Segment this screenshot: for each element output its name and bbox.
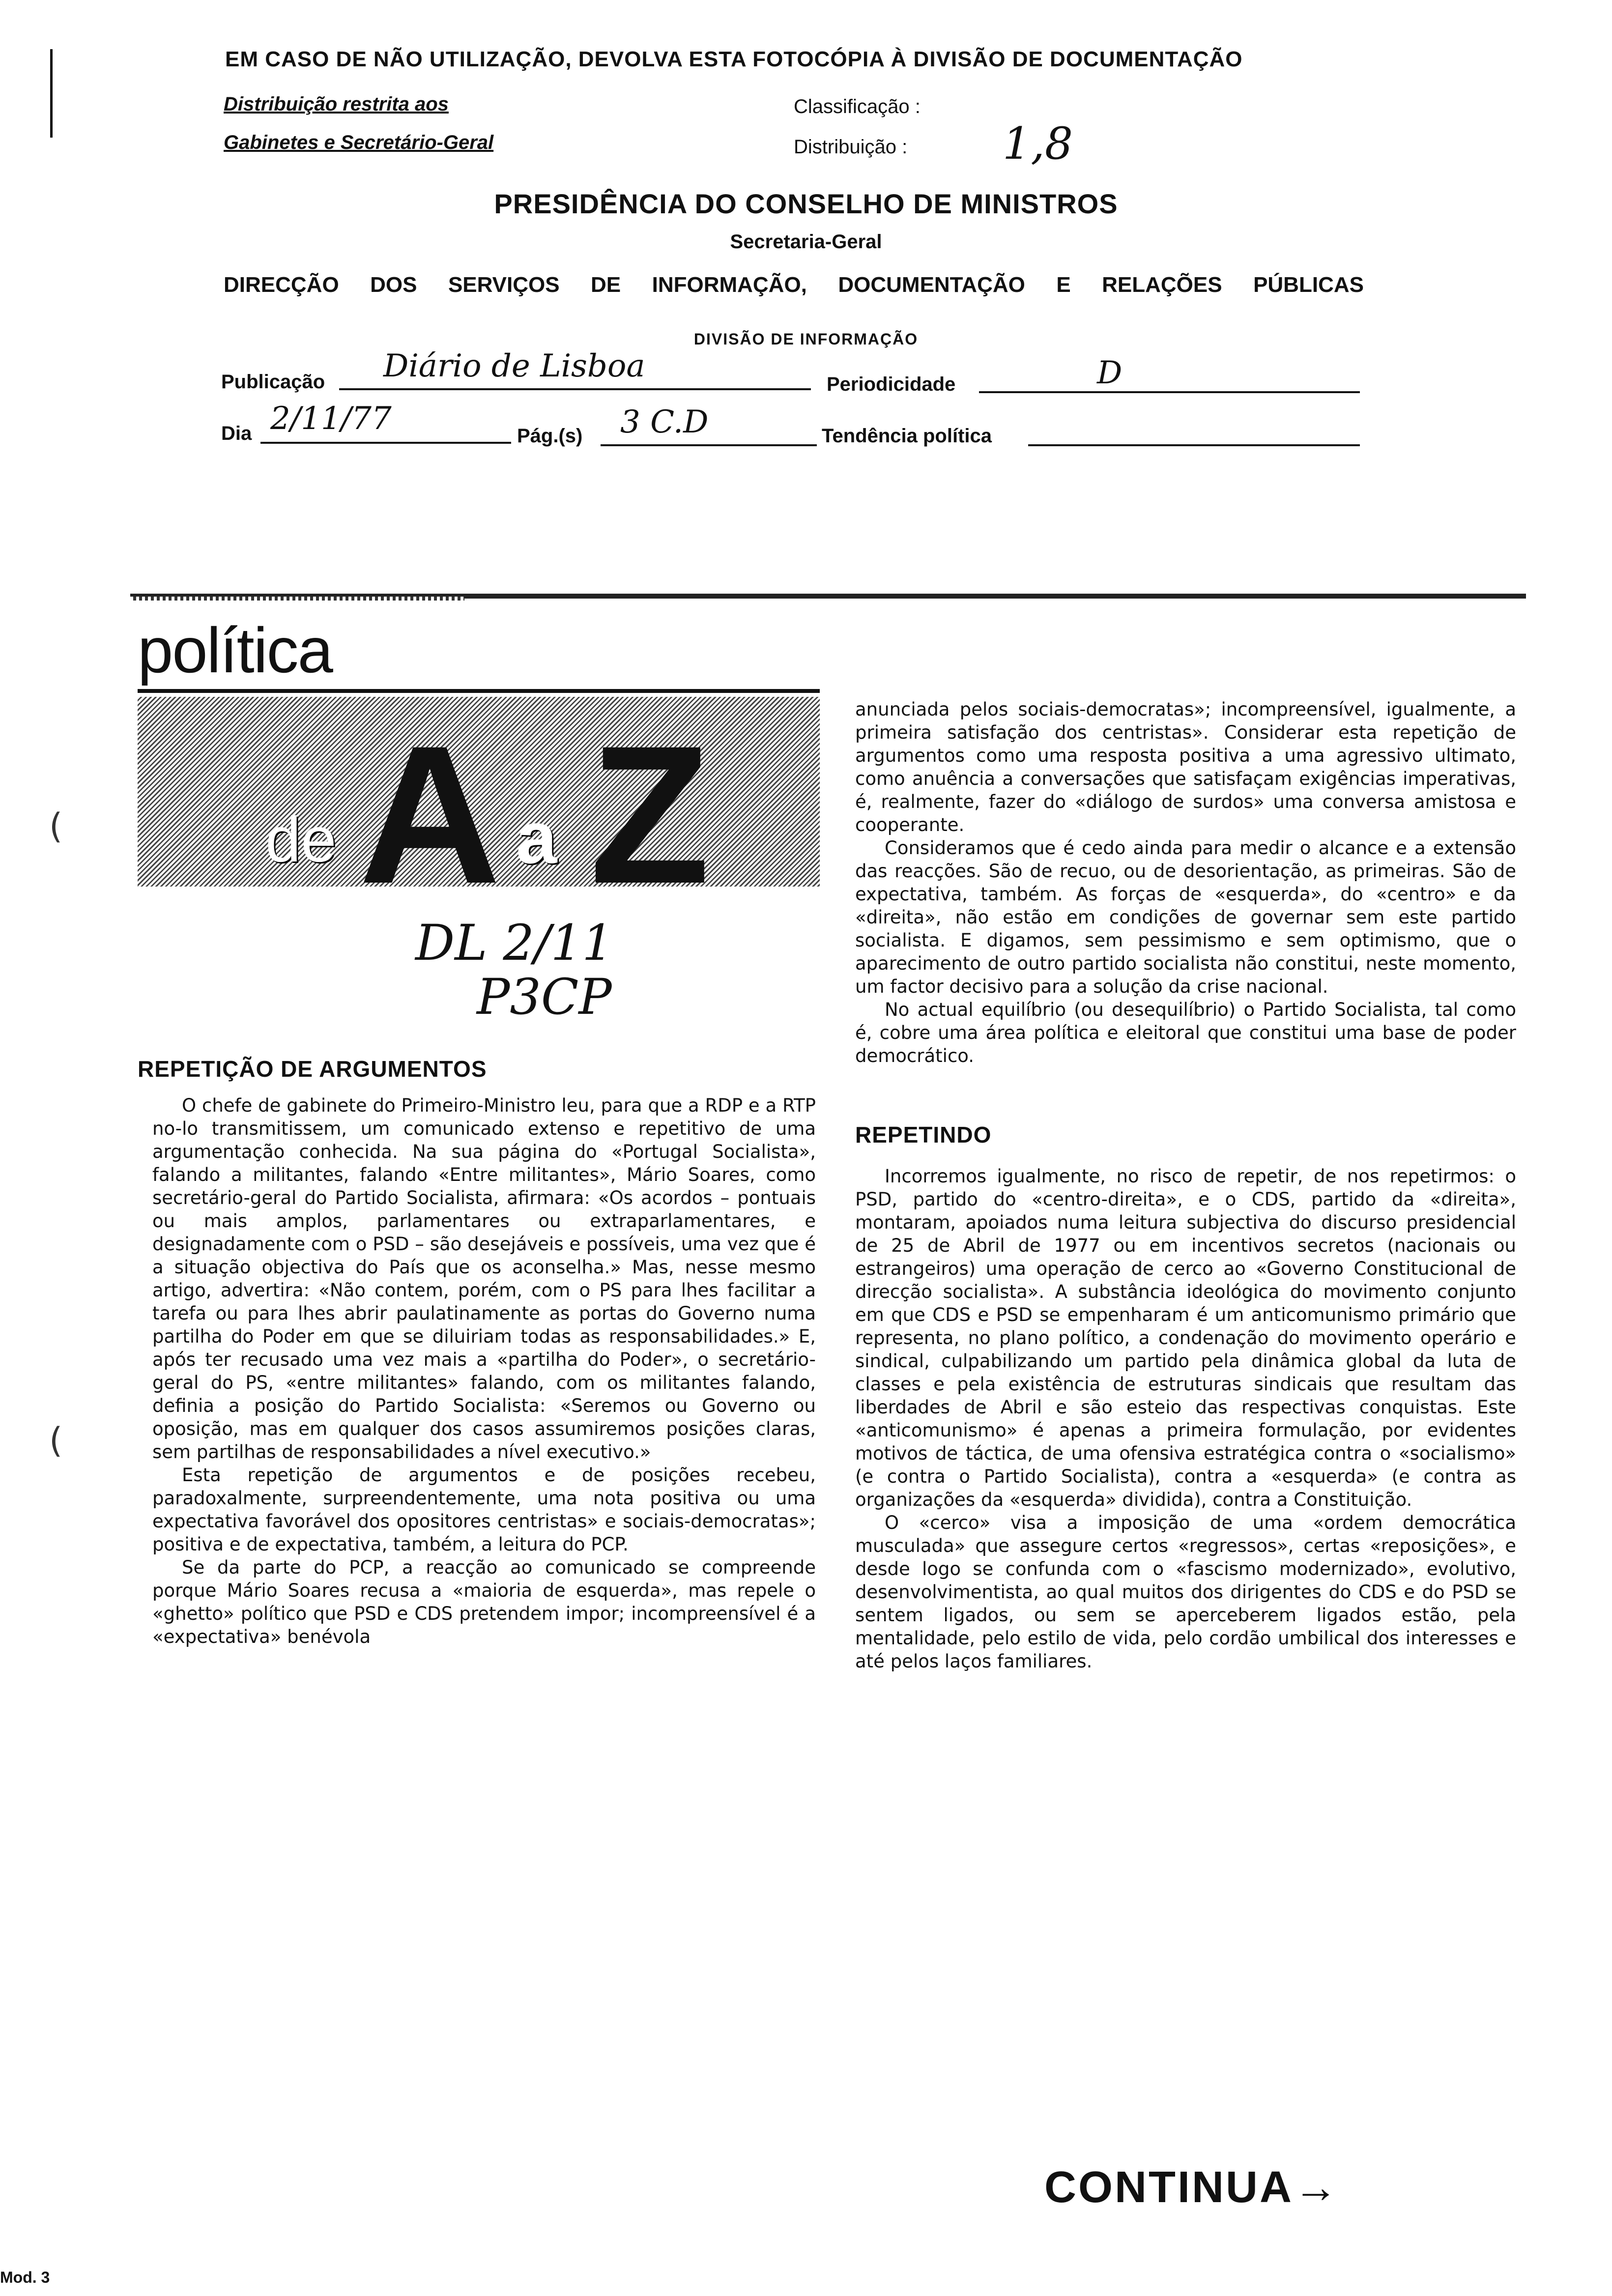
direction-word: E [1056, 273, 1071, 297]
paragraph: O «cerco» visa a imposição de uma «ordem democrática musculada» que assegure certos «regressos», certas «reposições», e desde logo se confunda com o «fascismo modernizado», evolutivo, desenvolvimentista, ao qual muitos dos dirigentes do CDS e do PSD se sentem ligados, ou sem se aperceberem ligados estão, pela mentalidade, pelo estilo de vida, pelo cordão umbilical dos interesses e até pelos laços familiares. [855, 1512, 1516, 1672]
form-model-number: Mod. 3 [0, 2268, 50, 2286]
restricted-distribution-line-1: Distribuição restrita aos [224, 93, 449, 115]
margin-line-mark [50, 49, 53, 138]
clipping-rule-dotted [130, 597, 464, 601]
direction-word: DIRECÇÃO [224, 273, 339, 297]
organization-title: PRESIDÊNCIA DO CONSELHO DE MINISTROS [494, 188, 1118, 219]
restricted-distribution-line-2: Gabinetes e Secretário-Geral [224, 132, 494, 153]
banner-de: de [265, 804, 337, 875]
paragraph: O chefe de gabinete do Primeiro-Ministro leu, para que a RDP e a RTP no-lo transmitissem, um comunicado extenso e repetitivo de uma argumentação conhecida. Na sua página do «Portugal Socialista», falando a militantes, falando «Entre militantes», Mário Soares, como secretário-geral do Partido Socialista, afirmara: «Os acordos – pontuais ou mais amplos, parlamentares ou extraparlamentares, e designadamente com o PSD – são desejáveis e possíveis, uma vez que é a situação objectiva do País que os aconselha.» Mas, nesse mesmo artigo, advertira: «Não contem, porém, com o PS para lhes facilitar a tarefa ou para lhes abrir paulatinamente as portas do Governo numa partilha do Poder em que se diluiriam todas as responsabilidades.» E, após ter recusado uma vez mais a «partilha do Poder», o secretário-geral do PS, «entre militantes» falando, com os militantes falando, definia a posição do Partido Socialista: «Seremos ou Governo ou oposição, mas em qualquer dos casos assumiremos posições claras, sem partilhas de responsabilidades a nível executivo.» [152, 1095, 816, 1463]
right-column-bottom [855, 1165, 1516, 1673]
direction-word: DOS [370, 273, 417, 297]
handwritten-note-page: P3CP [477, 968, 612, 1026]
margin-bracket-mark: ( [49, 806, 63, 846]
periodicity-label: Periodicidade [827, 373, 956, 395]
division-title: DIVISÃO DE INFORMAÇÃO [693, 330, 919, 348]
publication-handwritten-value: Diário de Lisboa [383, 348, 645, 384]
tendency-field [1028, 413, 1360, 446]
section-title: política [138, 614, 332, 686]
direction-word: RELAÇÕES [1102, 273, 1222, 297]
direction-word: SERVIÇOS [448, 273, 560, 297]
paragraph: Esta repetição de argumentos e de posições recebeu, paradoxalmente, surpreendentemente, uma nota positiva ou uma expectativa favorável dos opositores centristas» e sociais-democratas»; positiva e de expectativa, também, a leitura do PCP. [152, 1464, 816, 1555]
direction-title [224, 273, 1364, 297]
periodicity-handwritten-value: D [1097, 355, 1123, 391]
left-column [152, 1094, 816, 1648]
day-handwritten-value: 2/11/77 [270, 401, 392, 437]
direction-word: DOCUMENTAÇÃO [838, 273, 1025, 297]
handwritten-note-source: DL 2/11 [415, 914, 613, 972]
banner-letter-Z: Z [590, 705, 710, 887]
publication-field [339, 348, 811, 390]
paragraph: anunciada pelos sociais-democratas»; incompreensível, igualmente, a primeira satisfação dos centristas». Considerar esta repetição de argumentos como uma resposta positiva a uma agressivo ultimato, como anuência a conversações que satisfaçam exigências imperativas, é, realmente, fazer do «diálogo de surdos» uma conversa amistosa e cooperante. [855, 699, 1516, 835]
return-notice: EM CASO DE NÃO UTILIZAÇÃO, DEVOLVA ESTA FOTOCÓPIA À DIVISÃO DE DOCUMENTAÇÃO [225, 47, 1243, 71]
page-field [601, 403, 817, 446]
paragraph: Consideramos que é cedo ainda para medir o alcance e a extensão das reacções. São de recuo, ou de desorientação, as primeiras. São de expectativa, também. As forças de «esquerda», do «centro» e da «direita», não estão em condições de governar sem este partido socialista. E digamos, sem pessimismo e sem optimismo, que o aparecimento de outro partido socialista não constitui, neste momento, um factor decisivo para a solução da crise nacional. [855, 837, 1516, 997]
heading-repeticao: REPETIÇÃO DE ARGUMENTOS [138, 1056, 487, 1082]
distribution-label: Distribuição : [794, 136, 908, 158]
page-handwritten-value: 3 C.D [620, 404, 709, 440]
heading-repetindo: REPETINDO [855, 1122, 992, 1148]
direction-word: PÚBLICAS [1253, 273, 1364, 297]
paragraph: Incorremos igualmente, no risco de repetir, de nos repetirmos: o PSD, partido do «centro-direita», e o CDS, partido da «direita», montaram, apoiados numa leitura subjectiva do discurso presidencial de 25 de Abril de 1977 ou em incentivos secretos (nacionais ou estrangeiros) uma operação de cerco ao «Governo Constitucional de direcção socialista». A substância ideológica do movimento conjunto em que CDS e PSD se empenharam é um anticomunismo primário que representa, no plano político, a condenação do movimento operário e sindical, culpabilizando um partido pela dinâmica global da luta de classes e pela existência de estruturas sindicais que resultam das liberdades de Abril e são esteio das respectivas conquistas. Este «anticomunismo» é apenas a primeira formulação, por evidentes motivos de táctica, de uma ofensiva estratégica contra o «socialismo» (e contra o Partido Socialista), contra a «esquerda» (e contra as organizações da «esquerda» dividida), contra a Constituição. [855, 1166, 1516, 1510]
publication-label: Publicação [221, 371, 325, 393]
direction-word: INFORMAÇÃO, [652, 273, 807, 297]
paragraph: Se da parte do PCP, a reacção ao comunicado se compreende porque Mário Soares recusa a «maioria de esquerda», mas repele o «ghetto» político que PSD e CDS pretendem impor; incompreensível é a «expectativa» benévola [152, 1557, 816, 1647]
page-label: Pág.(s) [517, 425, 583, 447]
distribution-handwritten-value: 1,8 [1003, 118, 1073, 170]
banner-letter-A: A [359, 705, 501, 887]
periodicity-field [979, 355, 1360, 393]
day-label: Dia [221, 423, 252, 444]
right-column-top [855, 698, 1516, 1067]
banner-rule [138, 689, 820, 693]
classification-label: Classificação : [794, 96, 921, 117]
continued-indicator: CONTINUA→ [1044, 2163, 1340, 2212]
day-field [260, 401, 511, 444]
paragraph: No actual equilíbrio (ou desequilíbrio) o Partido Socialista, tal como é, cobre uma área política e eleitoral que constitui uma base de poder democrático. [855, 999, 1516, 1066]
column-banner [138, 697, 820, 887]
tendency-label: Tendência política [822, 425, 992, 447]
banner-a: a [516, 796, 557, 879]
margin-bracket-mark: ( [49, 1420, 63, 1461]
secretariat-subtitle: Secretaria-Geral [730, 231, 882, 253]
direction-word: DE [591, 273, 621, 297]
